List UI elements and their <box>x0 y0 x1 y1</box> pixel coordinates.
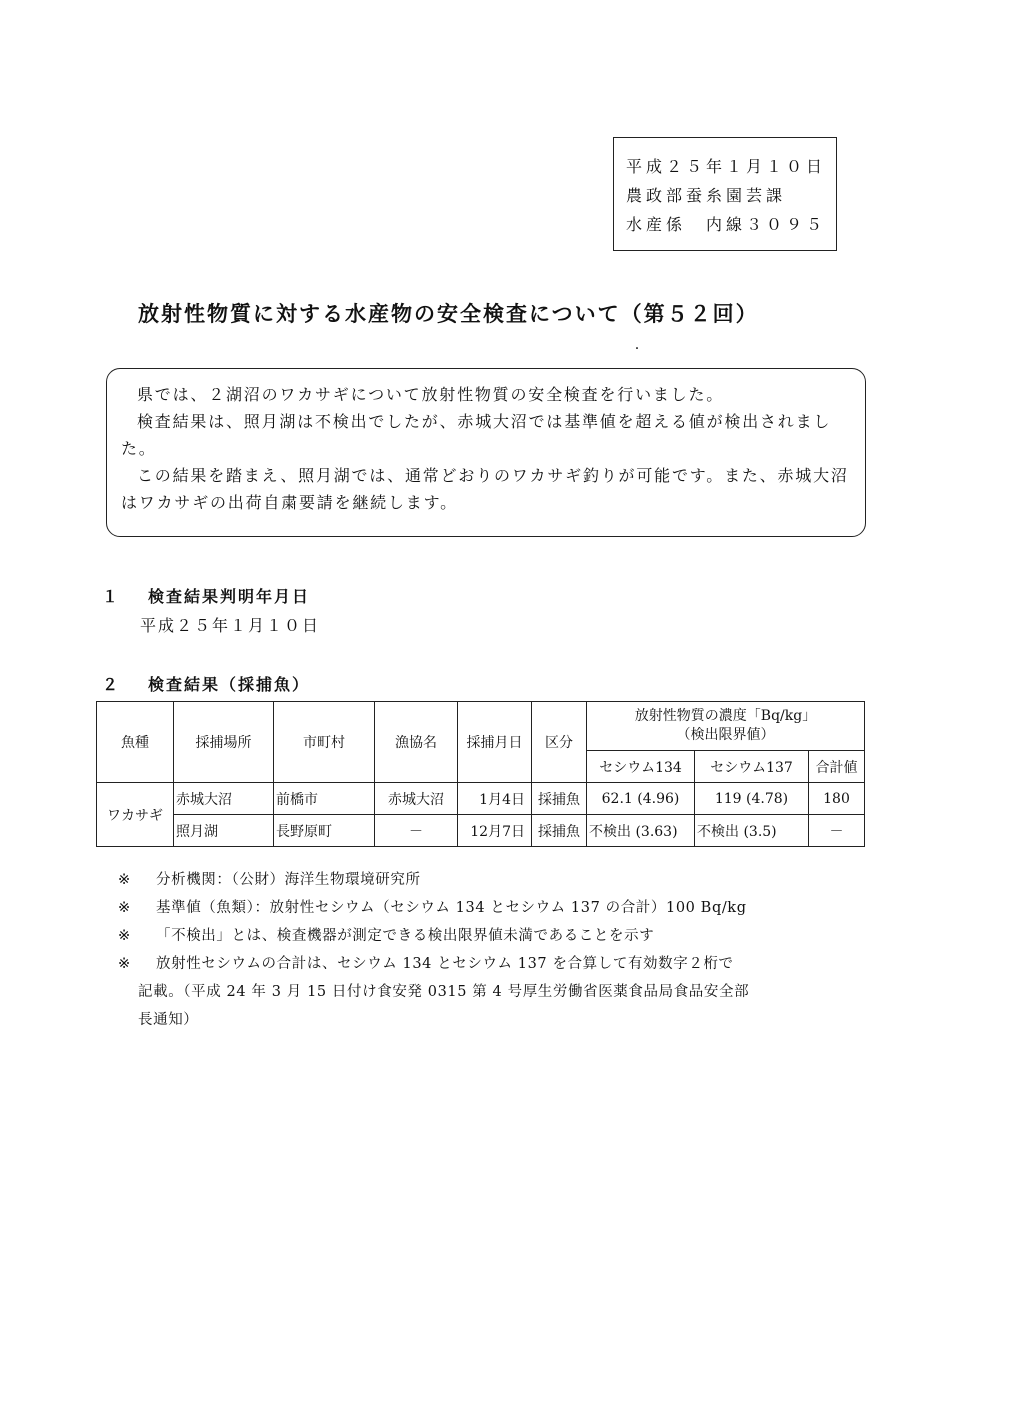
section-2-title: 検査結果（採捕魚） <box>148 675 311 694</box>
document-title: 放射性物質に対する水産物の安全検査について（第５２回） <box>138 302 759 326</box>
city-cell: 前橋市 <box>274 783 375 815</box>
header-total: 合計値 <box>809 751 865 783</box>
table-header-row <box>97 702 865 751</box>
section-2-heading <box>102 672 310 695</box>
section-1-value: 平成２５年１月１０日 <box>140 616 321 635</box>
category-cell: 採捕魚 <box>532 783 587 815</box>
header-cs134: セシウム134 <box>587 751 695 783</box>
cs137-cell: 不検出 (3.5) <box>695 815 809 847</box>
note-item <box>118 950 878 1034</box>
table-row <box>97 815 865 847</box>
note-marker: ※ <box>118 956 131 972</box>
date-cell: 1月4日 <box>458 783 532 815</box>
note-item <box>118 866 878 894</box>
fish-name-cell: ワカサギ <box>97 783 174 847</box>
place-cell: 赤城大沼 <box>174 783 274 815</box>
note-text-continued: 長通知） <box>138 1012 199 1028</box>
notes-list <box>118 866 878 1034</box>
coop-cell: 赤城大沼 <box>375 783 458 815</box>
date-cell: 12月7日 <box>458 815 532 847</box>
note-text-continued: 記載。（平成 24 年 3 月 15 日付け食安発 0315 第 4 号厚生労働省医薬食品局食品安全部 <box>138 984 750 1000</box>
stray-mark: ・ <box>632 344 642 355</box>
header-fish: 魚種 <box>97 702 174 783</box>
section-1-title: 検査結果判明年月日 <box>148 587 311 606</box>
department-name: 農政部蚕糸園芸課 <box>626 186 787 205</box>
coop-cell: － <box>375 815 458 847</box>
section-1-number: １ <box>102 587 121 606</box>
note-marker: ※ <box>118 928 131 944</box>
city-cell: 長野原町 <box>274 815 375 847</box>
header-coop: 漁協名 <box>375 702 458 783</box>
header-concentration <box>587 702 865 751</box>
section-2-number: ２ <box>102 675 121 694</box>
summary-box <box>106 368 866 537</box>
contact-info-box <box>613 137 837 251</box>
total-cell: － <box>809 815 865 847</box>
summary-line-1: 県では、２湖沼のワカサギについて放射性物質の安全検査を行いました。 <box>137 385 725 404</box>
place-cell: 照月湖 <box>174 815 274 847</box>
cs134-cell: 不検出 (3.63) <box>587 815 695 847</box>
category-cell: 採捕魚 <box>532 815 587 847</box>
note-marker: ※ <box>118 872 131 888</box>
note-text: 放射性セシウムの合計は、セシウム 134 とセシウム 137 を合算して有効数字２桁で <box>156 956 734 972</box>
header-concentration-line-2: （検出限界値） <box>676 727 775 743</box>
header-concentration-line-1: 放射性物質の濃度「Bq/kg」 <box>634 708 817 724</box>
issue-date: 平成２５年１月１０日 <box>626 157 827 176</box>
cs137-cell: 119 (4.78) <box>695 783 809 815</box>
summary-line-3: この結果を踏まえ、照月湖では、通常どおりのワカサギ釣りが可能です。また、赤城大沼はワカサギの出荷自粛要請を継続します。 <box>121 466 849 512</box>
header-category: 区分 <box>532 702 587 783</box>
header-city: 市町村 <box>274 702 375 783</box>
note-text: 基準値（魚類）：放射性セシウム（セシウム 134 とセシウム 137 の合計）100 Bq/kg <box>156 900 747 916</box>
summary-line-2: 検査結果は、照月湖は不検出でしたが、赤城大沼では基準値を超える値が検出されました。 <box>121 412 832 458</box>
table-row <box>97 783 865 815</box>
note-item <box>118 922 878 950</box>
note-text: 分析機関：（公財）海洋生物環境研究所 <box>156 872 421 888</box>
cs134-cell: 62.1 (4.96) <box>587 783 695 815</box>
total-cell: 180 <box>809 783 865 815</box>
header-place: 採捕場所 <box>174 702 274 783</box>
section-1-heading <box>102 584 310 607</box>
results-table <box>96 701 865 847</box>
note-text: 「不検出」とは、検査機器が測定できる検出限界値未満であることを示す <box>156 928 655 944</box>
note-item <box>118 894 878 922</box>
contact-extension: 水産係 内線３０９５ <box>626 215 827 234</box>
header-cs137: セシウム137 <box>695 751 809 783</box>
note-marker: ※ <box>118 900 131 916</box>
header-date: 採捕月日 <box>458 702 532 783</box>
